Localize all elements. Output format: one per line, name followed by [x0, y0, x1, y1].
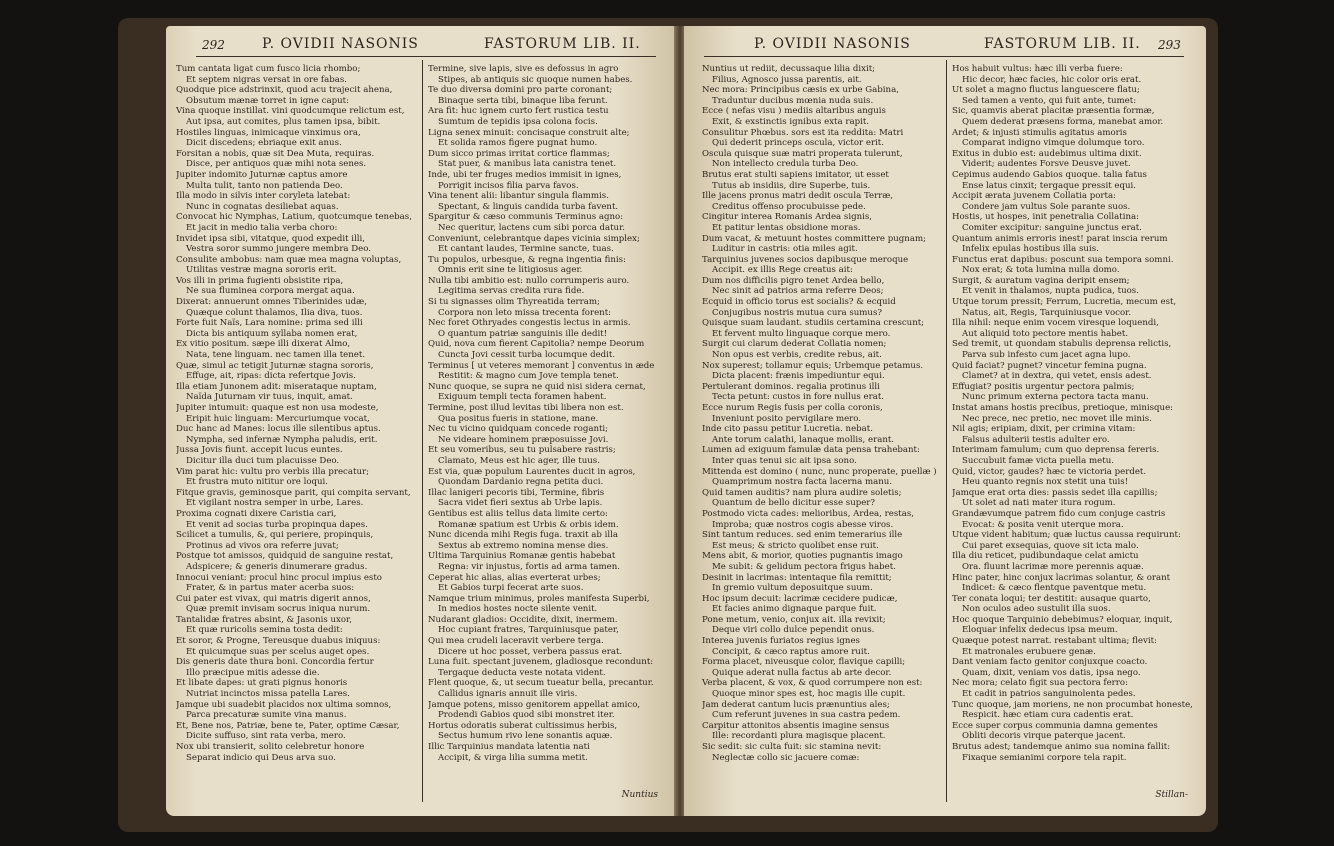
verse-line: Respicit. hæc etiam cura cadentis erat. [962, 710, 1134, 721]
verse-line: Et venit in thalamos, nupta pudica, tuos. [962, 286, 1139, 297]
verse-line: Luna fuit. spectant juvenem, gladiosque recondunt: [428, 657, 654, 668]
verse-line: Ora. fluunt lacrimæ more perennis aquæ. [962, 561, 1144, 572]
verse-line: Accipit. ex illis Rege creatus ait: [712, 265, 853, 276]
verse-line: Carpitur attonitos absentis imagine sensus [702, 720, 890, 731]
verse-line: Regna: vir injustus, fortis ad arma tamen. [438, 561, 621, 572]
verse-line: Effugiat? positis urgentur pectora palmis; [952, 381, 1135, 392]
verse-line: Cum referunt juvenes in sua castra pedem. [712, 710, 901, 721]
verse-line: Ecce ( nefas visu ) mediis altaribus anguis [702, 106, 886, 117]
verse-line: Sacra videt fieri sextus ab Urbe lapis. [438, 498, 603, 509]
verse-line: Quodque pice adstrinxit, quod acu trajecit ahena, [176, 85, 393, 96]
verse-line: Disce, per antiquos quæ mihi nota senes. [186, 159, 367, 170]
verse-line: Nunc quoque, se supra ne quid nisi sidera cernat, [428, 381, 646, 392]
verse-line: Callidus ignaris annuit ille viris. [438, 689, 578, 700]
verse-line: Et soror, & Progne, Tereusque duabus iniquus: [176, 636, 381, 647]
verse-line: Utque vident habitum; quæ luctus caussa requirunt: [952, 530, 1181, 541]
verse-line: Cuncta Jovi cessit turba locumque dedit. [438, 350, 616, 361]
verse-line: Prodendi Gabios quod sibi monstret iter. [438, 710, 615, 721]
verse-line: Quæque potest narrat. restabant ultima; flevit: [952, 636, 1157, 647]
verse-line: Convocat hic Nymphas, Latium, quotcumque tenebas, [176, 212, 412, 223]
verse-line: Dant veniam facto genitor conjuxque coacto. [952, 657, 1148, 668]
verse-line: Protinus ad vivos ora referre juvat; [186, 540, 339, 551]
verse-line: Pone metum, venio, conjux ait. illa revixit; [702, 614, 886, 625]
verse-line: Clamato, Meus est hic ager, ille tuus. [438, 455, 600, 466]
verse-line: Sectus humum rivo lene sonantis aquæ. [438, 731, 613, 742]
verse-line: Et cadit in patrios sanguinolenta pedes. [962, 689, 1136, 700]
verse-line: Jupiter intumuit: quaque est non usa modeste, [176, 403, 379, 413]
verse-line: In medios hostes nocte silente venit. [438, 604, 598, 615]
verse-line: Hos habuit vultus: hæc illi verba fuere: [952, 64, 1123, 74]
verse-line: Separat indicio qui Deus arva suo. [186, 752, 336, 763]
verse-line: In gremio vultum deposuitque suum. [712, 583, 873, 594]
verse-line: Nudarant gladios: Occidite, dixit, inermem. [428, 614, 618, 625]
verse-line: Ardet; & injusti stimulis agitatus amoris [952, 127, 1127, 138]
verse-line: Succubuit famæ victa puella metu. [962, 455, 1114, 466]
verse-line: Exit, & exstinctis ignibus exta rapit. [712, 116, 870, 127]
verse-line: Nec sinit ad patrios arma referre Deos; [712, 286, 884, 297]
verse-line: Parva sub infesto cum jacet agna lupo. [962, 350, 1131, 361]
verse-line: Te duo diversa domini pro parte coronant; [428, 85, 613, 96]
verse-line: Ille jacens pronus matri dedit oscula Terræ, [702, 191, 894, 202]
verse-line: Dicite suffuso, sint rata verba, mero. [186, 731, 346, 742]
verse-line: Et septem nigras versat in ore fabas. [186, 74, 347, 85]
verse-line: Conjugibus nostris mutua cura sumus? [712, 307, 882, 318]
verse-line: Comparat indigno vimque dolumque toro. [962, 138, 1145, 149]
column-divider [422, 60, 423, 802]
verse-line: Nox superest; tollamur equis; Urbemque petamus. [702, 360, 924, 371]
verse-line: Vim parat hic: vultu pro verbis illa precatur; [176, 466, 369, 477]
verse-line: Vina tenent alii: libantur singula flammis. [428, 191, 609, 202]
verse-line: Conveniunt, celebrantque dapes vicinia simplex; [428, 233, 640, 244]
running-head-author: P. OVIDII NASONIS [262, 36, 419, 52]
verse-line: Ligna senex minuit: concisaque construit alte; [428, 127, 630, 138]
verse-line: Sextus ab extremo nomina mense dies. [438, 540, 609, 551]
verse-line: Eripit huic linguam: Mercuriumque vocat, [186, 413, 370, 424]
verse-line: Fixaque semianimi corpore tela rapit. [962, 752, 1127, 763]
verse-line: Naïda Juturnam vir tuus, inquit, amat. [186, 392, 353, 403]
verse-line: Oscula quisque suæ matri properata tulerunt, [702, 148, 903, 159]
verse-line: Inveniunt posito pervigilare mero. [712, 413, 862, 424]
verse-line: Et quicumque suas per scelus auget opes. [186, 646, 370, 657]
verse-line: Termine, sive lapis, sive es defossus in agro [428, 64, 619, 74]
verse-line: Deque viri collo dulce pependit onus. [712, 625, 875, 636]
verse-line: Sed tremit, ut quondam stabulis deprensa relictis, [952, 339, 1172, 350]
verse-line: Nec mora: Principibus cæsis ex urbe Gabina, [702, 85, 899, 96]
verse-line: Nec mora; celato figit sua pectora ferro: [952, 678, 1128, 689]
verse-line: Eloquar infelix dedecus ipsa meum. [962, 625, 1118, 636]
verse-line: Quid, nova cum fierent Capitolia? nempe Deorum [428, 339, 645, 350]
page-number: 292 [202, 38, 225, 52]
verse-line: Jamque ubi suadebit placidos nox ultima somnos, [176, 699, 392, 710]
verse-line: Sint tantum reduces. sed enim temerarius ille [702, 530, 903, 541]
verse-line: Quique aderat nulla factus ab arte decor. [712, 667, 892, 678]
running-head-title: FASTORUM LIB. II. [984, 36, 1141, 52]
verse-line: Natus, ait, Regis, Tarquiniusque vocor. [962, 307, 1132, 318]
verse-line: Illic Tarquinius mandata latentia nati [428, 742, 590, 752]
verse-line: Si tu signasses olim Thyreatida terram; [428, 297, 600, 308]
verse-line: Interea juvenis furiatos regius ignes [702, 636, 860, 647]
verse-line: O quantum patriæ sanguinis ille dedit! [438, 328, 608, 339]
verse-line: Quid, victor, gaudes? hæc te victoria perdet. [952, 466, 1147, 477]
verse-line: Hostiles linguas, inimicaque vinximus ora, [176, 127, 361, 138]
verse-line: Inde, ubi ter fruges medios immisit in ignes, [428, 169, 622, 180]
verse-line: Nec tu vicino quidquam concede roganti; [428, 424, 609, 435]
verse-line: Me subit: & gelidum pectora frigus habet. [712, 561, 896, 572]
verse-line: Fitque gravis, geminosque parit, qui compita servant, [176, 487, 411, 498]
verse-line: Flent quoque, &, ut secum tueatur bella, precantur. [428, 678, 654, 689]
verse-line: Qua positus fueris in statione, mane. [438, 413, 599, 424]
verse-line: Surgit, & auratum vagina deripit ensem; [952, 275, 1130, 286]
verse-line: Non intellecto credula turba Deo. [712, 159, 859, 170]
verse-line: Tutus ab insidiis, dire Superbe, tuis. [712, 180, 871, 191]
verse-line: Illa etiam Junonem adit: miserataque nuptam, [176, 381, 377, 392]
running-head-author: P. OVIDII NASONIS [754, 36, 911, 52]
verse-line: Proxima cognati dixere Caristia cari, [176, 508, 337, 519]
verse-line: Nox ubi transierit, solito celebretur honore [176, 742, 365, 752]
verse-line: Ut solet ad nati mater itura rogum. [962, 498, 1116, 509]
verse-line: Legitima servas credita rura fide. [438, 286, 585, 297]
left-page [166, 26, 676, 816]
verse-line: Creditus offenso procubuisse pede. [712, 201, 866, 212]
verse-line: Postmodo victa cades: melioribus, Ardea, restas, [702, 508, 914, 519]
verse-line: Traduntur ducibus mœnia nuda suis. [712, 95, 874, 106]
verse-line: Et facies animo dignaque parque fuit. [712, 604, 877, 615]
verse-line: Multa tulit, tanto non patienda Deo. [186, 180, 343, 191]
verse-line: Quondam Dardanio regna petita duci. [438, 477, 604, 488]
verse-line: Luditur in castris: otia miles agit. [712, 244, 858, 255]
verse-line: Quæ, simul ac tetigit Juturnæ stagna sororis, [176, 360, 374, 371]
verse-line: Hoc quoque Tarquinio debebimus? eloquar, inquit, [952, 614, 1173, 625]
verse-line: Et solida ramos figere pugnat humo. [438, 138, 598, 149]
verse-line: Quantum de bello dicitur esse super? [712, 498, 876, 509]
verse-line: Hinc pater, hinc conjux lacrimas solantur, & orant [952, 572, 1171, 583]
verse-line: Parca precaturæ sumite vina manus. [186, 710, 347, 721]
verse-line: Aut aliquid toto pectore mentis habet. [962, 328, 1129, 339]
verse-line: Duc hanc ad Manes: locus ille silentibus aptus. [176, 424, 381, 435]
verse-line: Corpora non leto missa trecenta forent: [438, 307, 612, 318]
verse-line: Ecce super corpus communia damna gementes [952, 720, 1158, 731]
verse-line: Desinit in lacrimas: intentaque fila remittit; [702, 572, 892, 583]
header-rule [196, 56, 656, 57]
verse-line: Improba; quæ nostros cogis abesse viros. [712, 519, 894, 530]
verse-line: Non oculos adeo sustulit illa suos. [962, 604, 1111, 615]
verse-line: Nox erat; & tota lumina nulla domo. [962, 265, 1120, 276]
verse-line: Tarquinius juvenes socios dapibusque meroque [702, 254, 909, 265]
verse-line: Quamprimum nostra facta lacerna manu. [712, 477, 893, 488]
verse-line: Vos illi in prima fugienti obsistite ripa, [176, 275, 344, 286]
verse-line: Ter conata loqui; ter destitit: ausaque quarto, [952, 593, 1151, 604]
verse-line: Ara fit: huc ignem curto fert rustica testu [428, 106, 609, 117]
verse-line: Et patitur lentas obsidione moras. [712, 222, 861, 233]
verse-line: Inde cito passu petitur Lucretia. nebat. [702, 424, 873, 435]
verse-line: Filius, Agnosco jussa parentis, ait. [712, 74, 862, 85]
verse-line: Romanæ spatium est Urbis & orbis idem. [438, 519, 619, 530]
verse-line: Quid tamen auditis? nam plura audire soletis; [702, 487, 902, 498]
verse-line: Sumtum de tepidis ipsa colona focis. [438, 116, 598, 127]
text-column-right [428, 64, 670, 763]
verse-line: Namque trium minimus, proles manifesta Superbi, [428, 593, 650, 604]
verse-line: Ceperat hic alias, alias everterat urbes; [428, 572, 601, 583]
verse-line: Quem dederat præsens forma, manebat amor. [962, 116, 1164, 127]
verse-line: Cui pater est vivax, qui matris digerit annos, [176, 593, 371, 604]
verse-line: Nympha, sed infernæ Nympha paludis, erit. [186, 434, 378, 445]
verse-line: Instat amans hostis precibus, pretioque, minisque: [952, 403, 1174, 413]
verse-line: Tunc quoque, jam moriens, ne non procumbat honeste, [952, 699, 1193, 710]
verse-line: Et Gabios turpi fecerat arte suos. [438, 583, 584, 594]
verse-line: Exitus in dubio est: audebimus ultima dixit. [952, 148, 1142, 159]
verse-line: Jam dederat cantum lucis prænuntius ales; [702, 699, 890, 710]
verse-line: Cingitur interea Romanis Ardea signis, [702, 212, 872, 223]
verse-line: Dum vacat, & metuunt hostes committere pugnam; [702, 233, 926, 244]
verse-line: Invidet ipsa sibi, vitatque, quod expedit illi, [176, 233, 366, 244]
verse-line: Tantalidæ fratres absint, & Jasonis uxor, [176, 614, 352, 625]
verse-line: Dicta placent: frænis impediuntur equi. [712, 371, 885, 382]
verse-line: Terminus [ ut veteres memorant ] conventus in æde [428, 360, 655, 371]
verse-line: Brutus erat stulti sapiens imitator, ut esset [702, 169, 889, 180]
verse-line: Jupiter indomito Juturnæ captus amore [176, 169, 348, 180]
verse-line: Stipes, ab antiquis sic quoque numen habes. [438, 74, 633, 85]
column-divider [946, 60, 947, 802]
verse-line: Est meus; & stricto quolibet ense ruit. [712, 540, 879, 551]
verse-line: Hostis, ut hospes, init penetralia Collatina: [952, 212, 1140, 223]
verse-line: Innocui veniant: procul hinc procul impius esto [176, 572, 382, 583]
verse-line: Clamet? at in dextra, qui vetet, ensis adest. [962, 371, 1152, 382]
verse-line: Et vigilant nostra semper in urbe, Lares. [186, 498, 364, 509]
verse-line: Porrigit incisos filia parva favos. [438, 180, 579, 191]
verse-line: Nec foret Othryades congestis lectus in armis. [428, 318, 631, 329]
verse-line: Brutus adest; tandemque animo sua nomina fallit: [952, 742, 1171, 752]
right-page [684, 26, 1206, 816]
verse-line: Jamque erat orta dies: passis sedet illa capillis; [952, 487, 1158, 498]
verse-line: Forma placet, niveusque color, flavique capilli; [702, 657, 906, 668]
verse-line: Hoc cupiant fratres, Tarquiniusque pater, [438, 625, 619, 636]
verse-line: Cui paret exsequias, quove sit icta malo. [962, 540, 1139, 551]
verse-line: Stat puer, & manibus lata canistra tenet. [438, 159, 617, 170]
verse-line: Accipit ærata juvenem Collatia porta: [952, 191, 1116, 202]
verse-line: Non opus est verbis, credite rebus, ait. [712, 350, 882, 361]
verse-line: Nunc primum externa pectora tacta manu. [962, 392, 1149, 403]
verse-line: Quid faciat? pugnet? vincetur femina pugna. [952, 360, 1147, 371]
verse-line: Est via, quæ populum Laurentes ducit in agros, [428, 466, 636, 477]
verse-line: Mittenda est domino ( nunc, nunc properate, puellæ ) [702, 466, 937, 477]
text-column-left [702, 64, 944, 763]
verse-line: Obliti decoris virque paterque jacent. [962, 731, 1126, 742]
verse-line: Jussa Jovis fiunt. accepit lucus euntes. [176, 445, 343, 456]
verse-line: Sed tamen a vento, qui fuit ante, tumet: [962, 95, 1137, 106]
verse-line: Tergaque deducta veste notata vident. [438, 667, 606, 678]
verse-line: Inter quas tenui sic ait ipsa sono. [712, 455, 857, 466]
verse-line: Ex vitio positum. sæpe illi dixerat Almo, [176, 339, 351, 350]
text-column-left [176, 64, 418, 763]
verse-line: Indicet: & cæco flentque paventque metu. [962, 583, 1147, 594]
verse-line: Sic, quamvis aberat placitæ præsentia formæ, [952, 106, 1155, 117]
verse-line: Heu quanto regnis nox stetit una tuis! [962, 477, 1129, 488]
verse-line: Et matronales erubuere genæ. [962, 646, 1096, 657]
verse-line: Illa diu reticet, pudibundaque celat amictu [952, 551, 1139, 562]
verse-line: Exiguum templi tecta foramen habent. [438, 392, 607, 403]
verse-line: Et jacit in medio talia verba choro: [186, 222, 338, 233]
verse-line: Ut solet a magno fluctus languescere flatu; [952, 85, 1140, 96]
verse-line: Utilitas vestræ magna sororis erit. [186, 265, 337, 276]
verse-line: Ne videare hominem præposuisse Jovi. [438, 434, 609, 445]
verse-line: Interimam famulum; cum quo deprensa fereris. [952, 445, 1160, 456]
verse-line: Concipit, & cæco raptus amore ruit. [712, 646, 870, 657]
verse-line: Adspicere; & generis dinumerare gradus. [186, 561, 368, 572]
verse-line: Vestra soror summo jungere membra Deo. [186, 244, 372, 255]
verse-line: Frater, & in partus mater acerba suos: [186, 583, 355, 594]
verse-line: Consulitur Phœbus. sors est ita reddita: Matri [702, 127, 904, 138]
verse-line: Scilicet a tumulis, &, qui periere, propinquis, [176, 530, 374, 541]
verse-line: Et, Bene nos, Patriæ, bene te, Pater, optime Cæsar, [176, 720, 400, 731]
verse-line: Termine, post illud levitas tibi libera non est. [428, 403, 624, 413]
verse-line: Hic decor, hæc facies, hic color oris erat. [962, 74, 1142, 85]
catchword: Stillan- [1155, 790, 1188, 800]
verse-line: Quoque minor spes est, hoc magis ille cupit. [712, 689, 906, 700]
verse-line: Dicitur illa duci tum placuisse Deo. [186, 455, 340, 466]
verse-line: Ille: recordanti plura magisque placent. [712, 731, 886, 742]
verse-line: Effuge, ait, ripas: dicta refertque Jovis. [186, 371, 356, 382]
verse-line: Ultima Tarquinius Romanæ gentis habebat [428, 551, 616, 562]
verse-line: Illa nihil: neque enim vocem viresque loquendi, [952, 318, 1159, 329]
verse-line: Spargitur & cæso communis Terminus agno: [428, 212, 624, 223]
verse-line: Illa modo in silvis inter coryleta latebat: [176, 191, 351, 202]
verse-line: Nec prece, nec pretio, nec movet ille minis. [962, 413, 1152, 424]
header-rule [704, 56, 1184, 57]
verse-line: Nunc dicenda mihi Regis fuga. traxit ab illa [428, 530, 619, 541]
verse-line: Et quæ ruricolis semina tosta dedit: [186, 625, 343, 636]
verse-line: Et cantant laudes, Termine sancte, tuas. [438, 244, 614, 255]
verse-line: Et seu vomeribus, seu tu pulsabere rastris; [428, 445, 616, 456]
verse-line: Hoc ipsum decuit: lacrimæ cecidere pudicæ, [702, 593, 898, 604]
verse-line: Dum sicco primas irritat cortice flammas; [428, 148, 610, 159]
verse-line: Omnis erit sine te litigiosus ager. [438, 265, 583, 276]
verse-line: Nata, tene linguam. nec tamen illa tenet. [186, 350, 366, 361]
verse-line: Surgit cui clarum dederat Collatia nomen; [702, 339, 887, 350]
verse-line: Ne sua fluminea corpora mergat aqua. [186, 286, 355, 297]
verse-line: Dum nos difficilis pigro tenet Ardea bello, [702, 275, 885, 286]
verse-line: Dis generis date thura boni. Concordia fertur [176, 657, 374, 668]
verse-line: Accipit, & virga lilia summa metit. [438, 752, 588, 763]
verse-line: Nunc in cognatas desiliebat aquas. [186, 201, 339, 212]
verse-line: Infelix epulas hostibus illa suis. [962, 244, 1099, 255]
verse-line: Dixerat: annuerunt omnes Tiberinides udæ, [176, 297, 367, 308]
verse-line: Hortus odoratis suberat cultissimus herbis, [428, 720, 618, 731]
verse-line: Et fervent multo linguaque corque mero. [712, 328, 891, 339]
verse-line: Comiter excipitur: sanguine junctus erat. [962, 222, 1142, 233]
verse-line: Gentibus est aliis tellus data limite certo: [428, 508, 608, 519]
verse-line: Functus erat dapibus: poscunt sua tempora somni. [952, 254, 1174, 265]
verse-line: Sic sedit: sic culta fuit: sic stamina nevit: [702, 742, 882, 752]
verse-line: Cepimus audendo Gabios quoque. talia fatus [952, 169, 1147, 180]
verse-line: Grandævumque patrem fido cum conjuge castris [952, 508, 1166, 519]
verse-line: Nulla tibi ambitio est: nullo corrumperis auro. [428, 275, 630, 286]
verse-line: Ante torum calathi, lanaque mollis, erant. [712, 434, 895, 445]
verse-line: Viderit; audentes Forsve Deusve juvet. [962, 159, 1131, 170]
verse-line: Jamque potens, misso genitorem appellat amico, [428, 699, 641, 710]
catchword: Nuntius [621, 790, 658, 800]
verse-line: Restitit: & magno cum Jove templa tenet. [438, 371, 619, 382]
verse-line: Forte fuit Naïs, Lara nomine: prima sed illi [176, 318, 363, 329]
verse-line: Dicere ut hoc posset, verbera passus erat. [438, 646, 623, 657]
page-number: 293 [1158, 38, 1181, 52]
verse-line: Quam, dixit, veniam vos datis, ipsa nego. [962, 667, 1141, 678]
verse-line: Evocat: & posita venit uterque mora. [962, 519, 1124, 530]
verse-line: Nec queritur, lactens cum sibi porca datur. [438, 222, 625, 233]
verse-line: Postque tot amissos, quidquid de sanguine restat, [176, 551, 394, 562]
verse-line: Binaque serta tibi, binaque liba ferunt. [438, 95, 608, 106]
verse-line: Tum cantata ligat cum fusco licia rhombo; [176, 64, 361, 74]
verse-line: Quæque colunt thalamos, Ilia diva, tuos. [186, 307, 363, 318]
verse-line: Quantum animis erroris inest! parat inscia rerum [952, 233, 1168, 244]
verse-line: Mens abit, & morior, quoties pugnantis imago [702, 551, 903, 562]
verse-line: Qui mea crudeli laceravit verbere terga. [428, 636, 604, 647]
verse-line: Et libate dapes: ut grati pignus honoris [176, 678, 348, 689]
verse-line: Ecce nurum Regis fusis per colla coronis, [702, 403, 883, 413]
verse-line: Condere jam vultus Sole parante suos. [962, 201, 1131, 212]
verse-line: Quæ premit invisam socrus iniqua nurum. [186, 604, 371, 615]
verse-line: Illo præcipue mitis adesse die. [186, 667, 320, 678]
verse-line: Nuntius ut rediit, decussaque lilia dixit; [702, 64, 876, 74]
verse-line: Vina quoque instillat. vini quodcumque relictum est, [176, 106, 405, 117]
verse-line: Tecta petunt: custos in fore nullus erat. [712, 392, 885, 403]
verse-line: Falsus adulterii testis adulter ero. [962, 434, 1110, 445]
verse-line: Forsitan a nobis, quæ sit Dea Muta, requiras. [176, 148, 375, 159]
verse-line: Dicta bis antiquum syllaba nomen erat, [186, 328, 358, 339]
running-head-title: FASTORUM LIB. II. [484, 36, 641, 52]
verse-line: Qui dederit princeps oscula, victor erit. [712, 138, 884, 149]
verse-line: Nil agis; eripiam, dixit, per crimina vitam: [952, 424, 1136, 435]
verse-line: Nutriat incinctos missa patella Lares. [186, 689, 350, 700]
verse-line: Et frustra muto nititur ore loqui. [186, 477, 329, 488]
verse-line: Ecquid in officio torus est socialis? & ecquid [702, 297, 896, 308]
verse-line: Consulite ambobus: nam quæ mea magna voluptas, [176, 254, 402, 265]
verse-line: Ense latus cinxit; tergaque pressit equi. [962, 180, 1136, 191]
verse-line: Neglectæ collo sic jacuere comæ: [712, 752, 860, 763]
verse-line: Dicit discedens; ebriaque exit anus. [186, 138, 342, 149]
verse-line: Verba placent, & vox, & quod corrumpere non est: [702, 678, 923, 689]
text-column-right [952, 64, 1194, 763]
verse-line: Obsutum mænæ torret in igne caput: [186, 95, 349, 106]
verse-line: Illac lanigeri pecoris tibi, Termine, fibris [428, 487, 605, 498]
verse-line: Quisque suam laudant. studiis certamina crescunt; [702, 318, 925, 329]
verse-line: Et venit ad socias turba propinqua dapes. [186, 519, 368, 530]
verse-line: Aut ipsa, aut comites, plus tamen ipsa, bibit. [186, 116, 381, 127]
verse-line: Pertulerant dominos. regalia protinus illi [702, 381, 880, 392]
verse-line: Spectant, & linguis candida turba favent. [438, 201, 619, 212]
verse-line: Tu populos, urbesque, & regna ingentia finis: [428, 254, 626, 265]
verse-line: Utque torum pressit; Ferrum, Lucretia, mecum est, [952, 297, 1177, 308]
verse-line: Lumen ad exiguum famulæ data pensa trahebant: [702, 445, 920, 456]
